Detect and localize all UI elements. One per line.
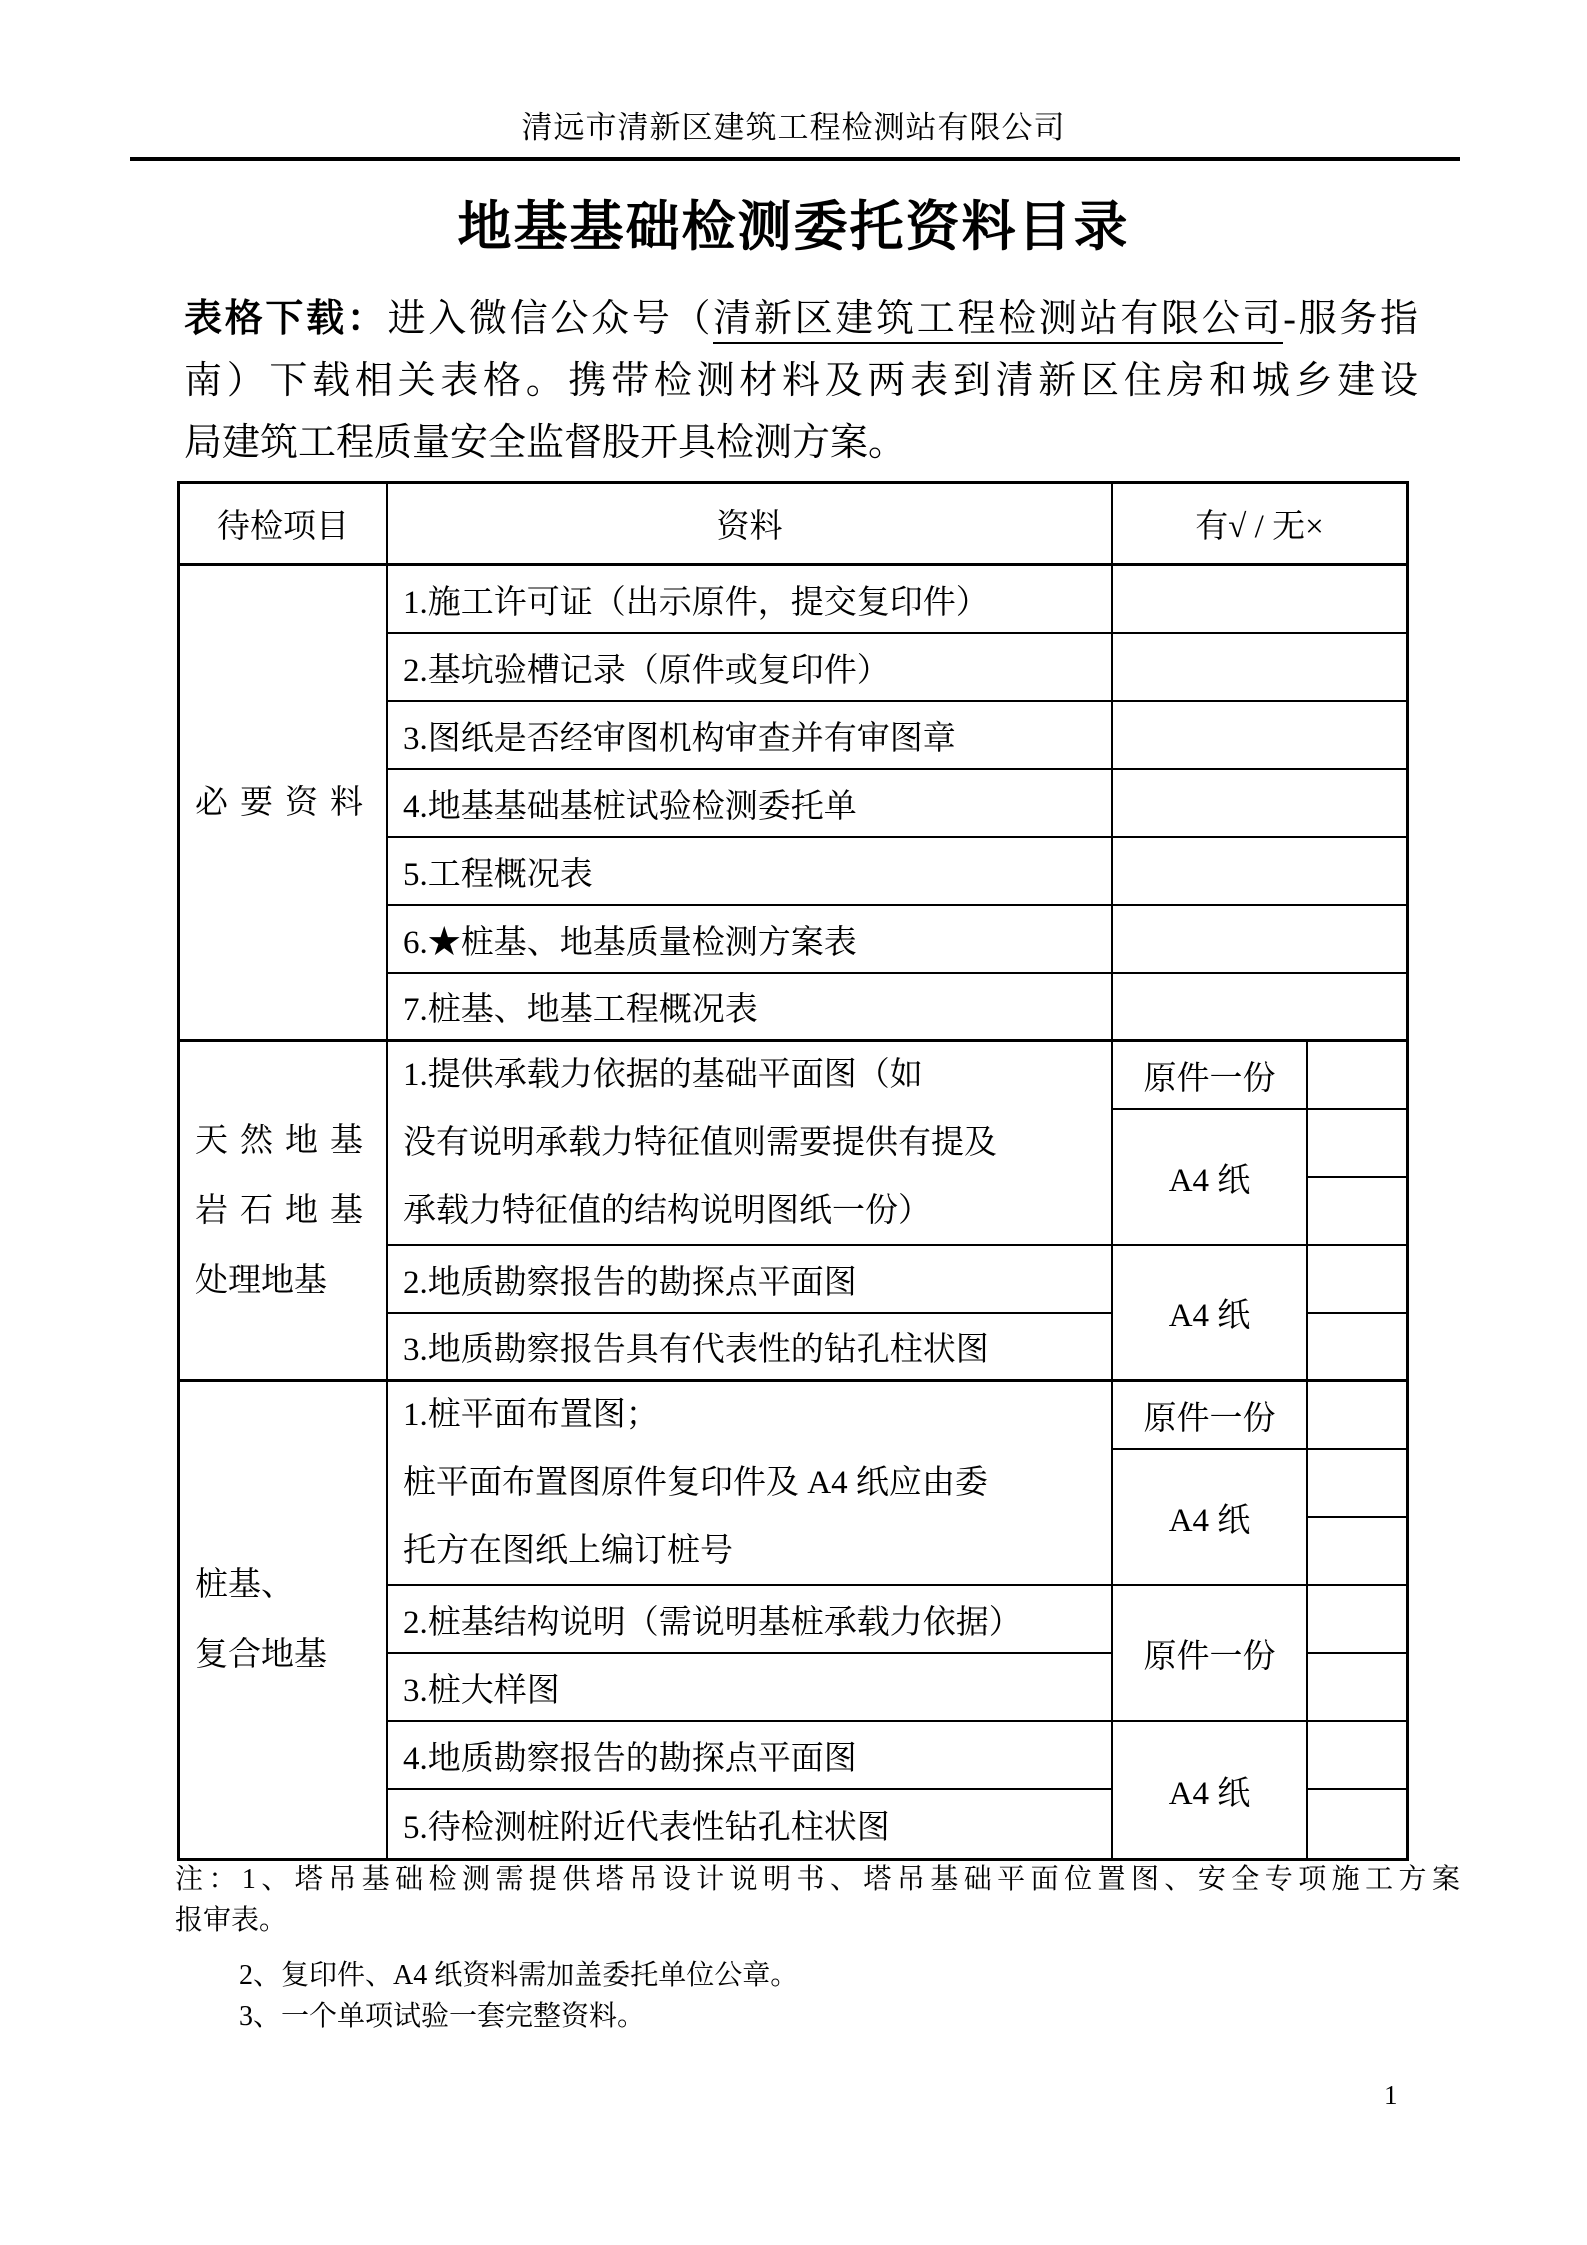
check-cell[interactable] [1308,1042,1406,1110]
note-3: 3、一个单项试验一套完整资料。 [239,2001,646,2032]
copy-type-label: A4 纸 [1113,1246,1308,1382]
material-item: 6.★桩基、地基质量检测方案表 [388,906,1113,974]
note-1-line-1: 注：1、塔吊基础检测需提供塔吊设计说明书、塔吊基础平面位置图、安全专项施工方案 [175,1864,1460,1895]
check-cell[interactable] [1113,974,1406,1042]
material-item: 4.地质勘察报告的勘探点平面图 [388,1722,1113,1790]
material-item-line: 托方在图纸上编订桩号 [403,1533,733,1569]
section-1-project [180,566,388,1042]
page-title: 地基基础检测委托资料目录 [457,197,1130,257]
copy-type-label: 原件一份 [1113,1382,1308,1450]
page-number: 1 [1384,2080,1398,2110]
material-item-line: 没有说明承载力特征值则需要提供有提及 [403,1125,997,1161]
check-cell[interactable] [1308,1382,1406,1450]
note-1-line-2: 报审表。 [175,1905,288,1936]
material-item: 4.地基基础基桩试验检测委托单 [388,770,1113,838]
intro-line-2: 南）下载相关表格。携带检测材料及两表到清新区住房和城乡建设 [184,360,1418,402]
section-3-project-line: 复合地基 [195,1637,327,1673]
material-item-line: 1.提供承载力依据的基础平面图（如 [403,1057,923,1093]
footnotes [175,1859,1460,2037]
check-cell[interactable] [1113,838,1406,906]
company-header: 清远市清新区建筑工程检测站有限公司 [521,110,1066,145]
check-cell[interactable] [1308,1246,1406,1314]
section-2-project-line: 天然地基 [195,1122,375,1159]
section-3-project [180,1382,388,1858]
check-cell[interactable] [1308,1654,1406,1722]
material-item: 3.图纸是否经审图机构审查并有审图章 [388,702,1113,770]
section-3-project-line: 桩基、 [195,1567,294,1603]
material-item: 3.地质勘察报告具有代表性的钻孔柱状图 [388,1314,1113,1382]
section-2-project-line: 处理地基 [195,1262,327,1299]
material-item: 2.桩基结构说明（需说明基桩承载力依据） [388,1586,1113,1654]
check-cell[interactable] [1308,1178,1406,1246]
material-item: 7.桩基、地基工程概况表 [388,974,1113,1042]
col-header-material: 资料 [388,484,1113,566]
material-item: 3.桩大样图 [388,1654,1113,1722]
copy-type-label: 原件一份 [1113,1042,1308,1110]
check-cell[interactable] [1308,1518,1406,1586]
material-item [388,1042,1113,1246]
check-cell[interactable] [1308,1586,1406,1654]
check-cell[interactable] [1113,770,1406,838]
check-cell[interactable] [1308,1722,1406,1790]
intro-lead: 表格下载： [184,298,388,340]
section-1-project-line: 必要资料 [195,784,375,821]
col-header-check: 有√ / 无× [1113,484,1406,566]
materials-table [177,481,1409,1861]
material-item: 5.工程概况表 [388,838,1113,906]
copy-type-label: 原件一份 [1113,1586,1308,1722]
note-2: 2、复印件、A4 纸资料需加盖委托单位公章。 [239,1960,799,1991]
check-cell[interactable] [1113,702,1406,770]
intro-after-link: -服务指 [1283,298,1418,340]
copy-type-label: A4 纸 [1113,1722,1308,1858]
material-item-line: 承载力特征值的结构说明图纸一份） [403,1193,931,1229]
check-cell[interactable] [1113,566,1406,634]
material-item: 1.施工许可证（出示原件，提交复印件） [388,566,1113,634]
check-cell[interactable] [1308,1314,1406,1382]
material-item: 5.待检测桩附近代表性钻孔柱状图 [388,1790,1113,1858]
intro-paragraph [184,288,1418,474]
col-header-project: 待检项目 [180,484,388,566]
intro-before-link: 进入微信公众号（ [387,298,714,340]
material-item: 2.地质勘察报告的勘探点平面图 [388,1246,1113,1314]
check-cell[interactable] [1113,906,1406,974]
material-item-line: 桩平面布置图原件复印件及 A4 纸应由委 [403,1465,988,1501]
check-cell[interactable] [1308,1110,1406,1178]
material-item [388,1382,1113,1586]
copy-type-label: A4 纸 [1113,1450,1308,1586]
material-item-line: 1.桩平面布置图； [403,1397,659,1433]
header-rule [130,157,1460,161]
section-2-project-line: 岩石地基 [195,1192,375,1229]
intro-line-1 [184,288,1418,350]
section-2-project [180,1042,388,1382]
material-item: 2.基坑验槽记录（原件或复印件） [388,634,1113,702]
check-cell[interactable] [1113,634,1406,702]
wechat-account-name: 清新区建筑工程检测站有限公司 [713,298,1283,344]
copy-type-label: A4 纸 [1113,1110,1308,1246]
check-cell[interactable] [1308,1450,1406,1518]
intro-line-3: 局建筑工程质量安全监督股开具检测方案。 [184,422,907,464]
check-cell[interactable] [1308,1790,1406,1858]
